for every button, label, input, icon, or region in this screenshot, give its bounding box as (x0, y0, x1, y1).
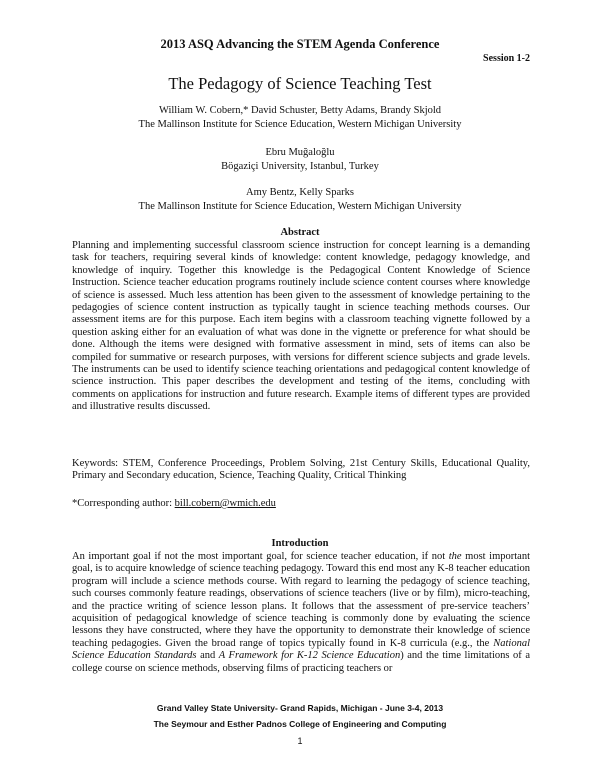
author-names: Amy Bentz, Kelly Sparks (246, 187, 354, 198)
footer-university: Grand Valley State University- Grand Rapids, Michigan - June 3-4, 2013 (156, 703, 444, 713)
author-affiliation: The Mallinson Institute for Science Education, Western Michigan University (138, 201, 462, 212)
intro-citation-title: National Science Education Standards (72, 637, 530, 662)
abstract-heading: Abstract (280, 227, 320, 238)
conference-header: 2013 ASQ Advancing the STEM Agenda Conference (160, 37, 440, 51)
author-group-2 (0, 146, 600, 174)
author-names: Ebru Muğaloğlu (265, 147, 335, 158)
introduction-heading: Introduction (271, 538, 329, 549)
author-affiliation: The Mallinson Institute for Science Education, Western Michigan University (138, 119, 462, 130)
keywords-text: Keywords: STEM, Conference Proceedings, Problem Solving, 21st Century Skills, Educational Quality, Primary and Secondary education, Science, Teaching Quality, Critical Thinking (72, 458, 530, 482)
intro-text-part: and (196, 650, 219, 662)
author-names: William W. Cobern,* David Schuster, Betty Adams, Brandy Skjold (158, 105, 442, 116)
paper-title: The Pedagogy of Science Teaching Test (168, 74, 432, 93)
footer-college: The Seymour and Esther Padnos College of Engineering and Computing (153, 719, 447, 729)
intro-emphasis: the (448, 551, 462, 562)
abstract-text: Planning and implementing successful classroom science instruction for concept learning is a demanding task for teachers, requiring several kinds of knowledge: content knowledge, pedagogy knowledge, and knowledge of inquiry. Together this knowledge is the Pedagogical Content Knowledge of Science Instruction. Science teacher education programs routinely include science content courses where knowledge of science is assessed. Much less attention has been given to the assessment of knowledge pertaining to the pedagogies of science content instruction as typically taught in science teaching methods courses. Our assessment items are for this purpose. Each item begins with a classroom teaching vignette followed by a question asking either for an evaluation of what was done in the vignette or preference for what should be done. Although the items were designed with formative assessment in mind, sets of items can also be compiled for summative or research purposes, with versions for different science subjects and grade levels. The instruments can be used to identify science teaching orientations and pedagogical content knowledge of science instruction. This paper describes the development and testing of the items, concluding with comments on applications for instruction and future research. Example items of different types are provided and illustrative results discussed. (72, 240, 530, 413)
corresponding-author (72, 498, 530, 510)
intro-citation-title: A Framework for K-12 Science Education (218, 650, 401, 662)
author-email-link[interactable]: bill.cobern@wmich.edu (174, 498, 276, 509)
intro-text-part: An important goal if not the most important goal, for science teacher education, if not (72, 551, 449, 562)
page-number: 1 (297, 736, 303, 746)
author-group-1 (0, 104, 600, 132)
author-group-3 (0, 186, 600, 214)
corresponding-label: *Corresponding author: (72, 498, 175, 509)
introduction-text (72, 551, 530, 696)
intro-text-part: most important goal, is to acquire knowledge of science teaching pedagogy. Toward this end most any K-8 teacher education program will include a science methods course. With regard to learning the pedagogy of science teaching, such courses commonly feature readings, observations of science teachers (live or by film), micro-teaching, and the practice writing of science lesson plans. It follows that the assessment of pre-service teachers’ acquisition of pedagogical knowledge of science teaching is commonly done by evaluating the science lessons they have constructed, where they have the opportunity to demonstrate their knowledge of science teaching pedagogies. Given the broad range of topics typically found in K-8 curricula (e.g., the (72, 551, 530, 649)
intro-text-part: ) and the time limitations of a college course on science methods, observing films of practicing teachers or (72, 650, 530, 674)
session-label: Session 1-2 (483, 53, 530, 64)
author-affiliation: Bögaziçi University, Istanbul, Turkey (221, 161, 379, 172)
